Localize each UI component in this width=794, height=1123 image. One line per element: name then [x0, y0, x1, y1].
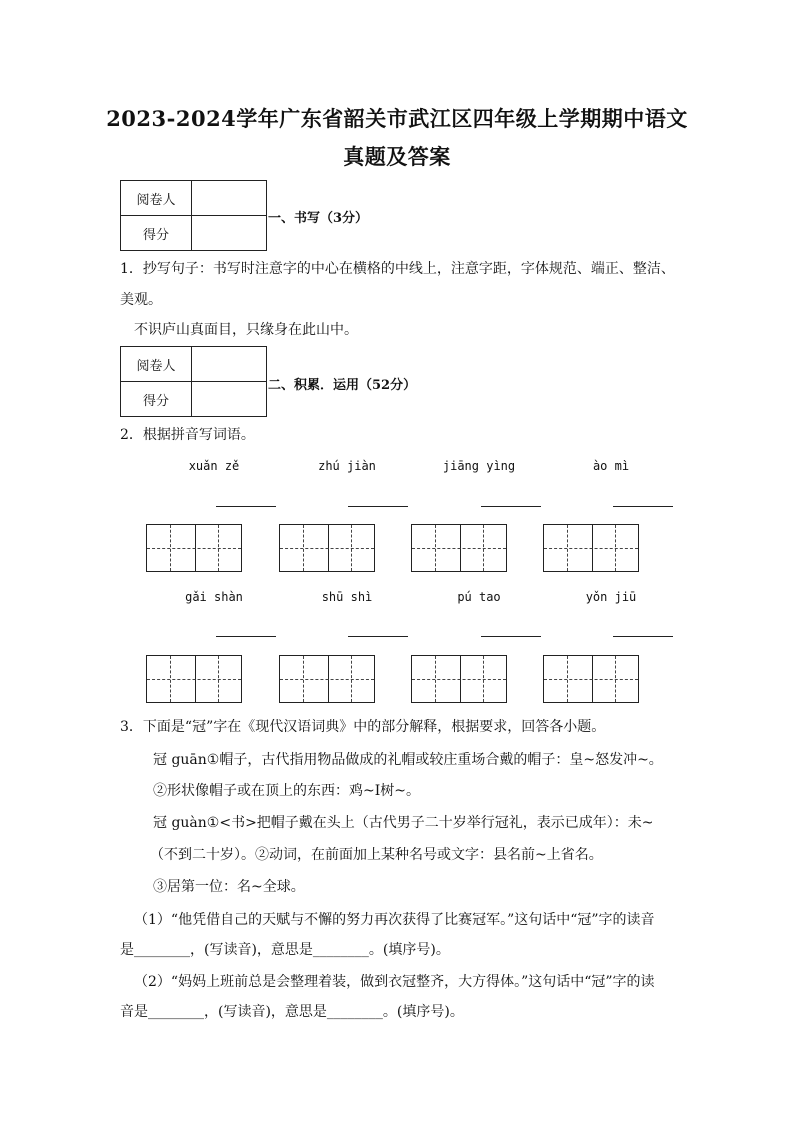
pinyin-label: jiāng yìng — [442, 459, 516, 473]
q1-instruction: 1．抄写句子：书写时注意字的中心在横格的中线上，注意字距，字体规范、端正、整洁、 — [120, 261, 675, 277]
pinyin-label: xuǎn zě — [188, 459, 240, 473]
writing-grid[interactable] — [146, 524, 242, 572]
pinyin-label: shū shì — [321, 590, 373, 604]
answer-underline — [348, 636, 408, 637]
q3-sub2: （2）“妈妈上班前总是会整理着装，做到衣冠整齐，大方得体。”这句话中“冠”字的读 — [134, 974, 655, 990]
writing-grid[interactable] — [146, 655, 242, 703]
section-heading-1: 一、书写（3分） — [268, 211, 369, 226]
definition-line: 冠 guān①帽子，古代指用物品做成的礼帽或较庄重场合戴的帽子：皇~怒发冲~。 — [153, 752, 663, 768]
reviewer-label: 阅卷人 — [121, 181, 192, 216]
answer-underline — [216, 506, 276, 507]
page-subtitle: 真题及答案 — [343, 144, 451, 169]
writing-grid[interactable] — [411, 655, 507, 703]
writing-grid[interactable] — [543, 524, 639, 572]
answer-underline — [613, 506, 673, 507]
reviewer-label: 阅卷人 — [121, 347, 192, 382]
score-table-2 — [120, 346, 267, 417]
answer-underline — [481, 506, 541, 507]
answer-underline — [481, 636, 541, 637]
q3-sub1-answer: 是________，(写读音)，意思是________。(填序号)。 — [120, 942, 450, 958]
pinyin-label: gǎi shàn — [185, 590, 243, 604]
answer-underline — [216, 636, 276, 637]
score-label: 得分 — [121, 216, 192, 251]
section-heading-2: 二、积累．运用（52分） — [268, 378, 417, 393]
q2-prompt: 2．根据拼音写词语。 — [120, 427, 255, 443]
score-cell[interactable] — [192, 216, 267, 251]
page-title: 2023-2024学年广东省韶关市武江区四年级上学期期中语文 — [106, 106, 688, 131]
pinyin-label: yǒn jiū — [585, 590, 637, 604]
q1-sentence: 不识庐山真面目，只缘身在此山中。 — [134, 322, 358, 338]
writing-grid[interactable] — [279, 524, 375, 572]
q3-prompt: 3．下面是“冠”字在《现代汉语词典》中的部分解释，根据要求，回答各小题。 — [120, 719, 606, 735]
writing-grid[interactable] — [279, 655, 375, 703]
q1-instruction-cont: 美观。 — [120, 292, 162, 308]
writing-grid[interactable] — [411, 524, 507, 572]
definition-line: ②形状像帽子或在顶上的东西：鸡~I树~。 — [153, 783, 420, 799]
reviewer-cell[interactable] — [192, 181, 267, 216]
definition-line: ③居第一位：名~全球。 — [153, 879, 305, 895]
reviewer-cell[interactable] — [192, 347, 267, 382]
score-cell[interactable] — [192, 382, 267, 417]
answer-underline — [613, 636, 673, 637]
pinyin-label: ào mì — [592, 459, 630, 473]
definition-line: 冠 guàn①<书>把帽子戴在头上（古代男子二十岁举行冠礼，表示已成年）：未~ — [153, 815, 654, 831]
definition-line: （不到二十岁）。②动词，在前面加上某种名号或文字：县名前~上省名。 — [150, 847, 603, 863]
q3-sub1: （1）“他凭借自己的天赋与不懈的努力再次获得了比赛冠军。”这句话中“冠”字的读音 — [134, 912, 655, 928]
score-table-1 — [120, 180, 267, 251]
answer-underline — [348, 506, 408, 507]
pinyin-label: zhú jiàn — [318, 459, 376, 473]
pinyin-label: pú tao — [457, 590, 501, 604]
writing-grid[interactable] — [543, 655, 639, 703]
q3-sub2-answer: 音是________，(写读音)，意思是________。(填序号)。 — [120, 1004, 464, 1020]
score-label: 得分 — [121, 382, 192, 417]
